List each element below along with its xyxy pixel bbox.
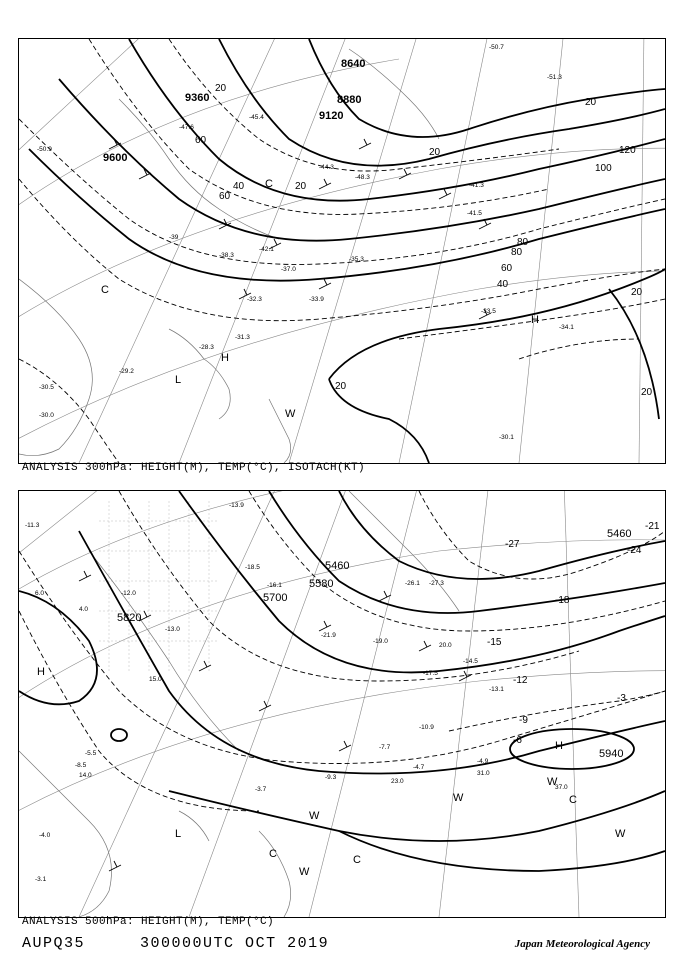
temp-labels — [37, 44, 574, 441]
isotach-label: 40 — [497, 279, 509, 290]
isotach-label: 20 — [215, 83, 227, 94]
hatched-region — [99, 501, 219, 671]
station-value: -14.5 — [463, 658, 478, 665]
center-warm: W — [285, 408, 296, 420]
temp-label: -31.3 — [235, 334, 250, 341]
temp-label: -29.2 — [119, 368, 134, 375]
temp-label: -28.3 — [199, 344, 214, 351]
temp-label: -44.3 — [319, 164, 334, 171]
height-label: 5820 — [117, 612, 142, 624]
height-label: 5700 — [263, 592, 288, 604]
temp-label: -30.5 — [39, 384, 54, 391]
temp-label: -41.3 — [469, 182, 484, 189]
isotherm-label: -15 — [487, 637, 502, 648]
height-label: 5940 — [599, 748, 624, 760]
station-value: -26.1 — [405, 580, 420, 587]
station-value: 23.0 — [391, 778, 404, 785]
map-500hpa — [18, 490, 666, 918]
isotherm-label: -12 — [513, 675, 528, 686]
chart-time: 300000UTC OCT 2019 — [140, 935, 330, 952]
station-value: -11.3 — [25, 522, 40, 529]
center-cold: C — [101, 284, 109, 296]
temp-label: -30.1 — [499, 434, 514, 441]
isotach-label: 120 — [619, 145, 636, 156]
caption-300hpa: ANALYSIS 300hPa: HEIGHT(M), TEMP(°C), ISOTACH(KT) — [22, 462, 366, 474]
station-value: 15.0 — [149, 676, 162, 683]
station-value: -12.0 — [121, 590, 136, 597]
station-value: -5.5 — [85, 750, 97, 757]
height-label: 9600 — [103, 152, 128, 164]
isotach-label: 20 — [295, 181, 307, 192]
temp-label: -50.9 — [37, 146, 52, 153]
station-value: -3.1 — [35, 876, 47, 883]
isotach-labels — [195, 83, 653, 398]
temp-label: -45.4 — [249, 114, 264, 121]
map-300hpa-svg — [19, 39, 665, 463]
station-value: 20.0 — [439, 642, 452, 649]
center-cold: C — [269, 848, 277, 860]
isotherm-label: -9 — [519, 715, 528, 726]
height-label: 8640 — [341, 58, 366, 70]
station-value: -17.5 — [423, 670, 438, 677]
center-warm: W — [453, 792, 464, 804]
isotach-label: 20 — [641, 387, 653, 398]
center-cold: C — [569, 794, 577, 806]
station-value: 37.0 — [555, 784, 568, 791]
temp-label: -30.0 — [39, 412, 54, 419]
temp-label: -35.3 — [349, 256, 364, 263]
isotherm-label: -6 — [513, 735, 522, 746]
isotach-label: 60 — [501, 263, 513, 274]
center-low: L — [175, 828, 182, 840]
center-high: H — [555, 740, 563, 752]
center-cold: C — [265, 178, 273, 190]
graticule — [19, 491, 665, 917]
isotach-label: 20 — [585, 97, 597, 108]
station-value: 14.0 — [79, 772, 92, 779]
center-low: L — [175, 374, 182, 386]
height-contours — [19, 491, 665, 871]
isotach-label: 20 — [429, 147, 441, 158]
station-value: 4.0 — [79, 606, 89, 613]
temp-label: -47.6 — [179, 124, 194, 131]
station-value: -18.5 — [245, 564, 260, 571]
station-value: -13.9 — [229, 502, 244, 509]
isotach-label: 60 — [195, 135, 207, 146]
station-value: -27.3 — [429, 580, 444, 587]
height-label: 5460 — [325, 560, 350, 572]
isotach-label: 80 — [511, 247, 523, 258]
temp-label: -32.3 — [247, 296, 262, 303]
center-high: H — [37, 666, 45, 678]
station-value: -13.1 — [489, 686, 504, 693]
temp-label: -38.3 — [219, 252, 234, 259]
height-label: 9360 — [185, 92, 210, 104]
temp-label: -50.7 — [489, 44, 504, 51]
temp-label: -48.3 — [355, 174, 370, 181]
temp-label: -51.3 — [547, 74, 562, 81]
center-warm: W — [615, 828, 626, 840]
station-value: -4.9 — [477, 758, 489, 765]
station-values — [25, 502, 568, 883]
station-value: -4.7 — [413, 764, 425, 771]
height-label: 9120 — [319, 110, 344, 122]
caption-500hpa: ANALYSIS 500hPa: HEIGHT(M), TEMP(°C) — [22, 916, 275, 928]
center-warm: W — [547, 776, 558, 788]
center-warm: W — [299, 866, 310, 878]
isotach-label: 20 — [631, 287, 643, 298]
center-high: H — [221, 352, 229, 364]
station-value: -4.0 — [39, 832, 51, 839]
station-value: -8.5 — [75, 762, 87, 769]
temp-label: -33.9 — [309, 296, 324, 303]
station-value: 6.0 — [35, 590, 45, 597]
isotach-label: 60 — [219, 191, 231, 202]
temp-label: -39 — [169, 234, 179, 241]
temp-label: -42.1 — [259, 246, 274, 253]
center-cold: C — [353, 854, 361, 866]
isotherm-label: -27 — [505, 539, 520, 550]
map-300hpa — [18, 38, 666, 464]
isotach-label: 100 — [595, 163, 612, 174]
temp-label: -37.0 — [281, 266, 296, 273]
chart-code: AUPQ35 — [22, 935, 86, 952]
station-value: -9.3 — [325, 774, 337, 781]
station-value: -7.7 — [379, 744, 391, 751]
station-value: -19.0 — [373, 638, 388, 645]
temp-label: -41.5 — [467, 210, 482, 217]
temp-label: -33.5 — [481, 308, 496, 315]
isotherm-label: -3 — [617, 693, 626, 704]
isotherm-labels — [487, 521, 660, 746]
chart-code-time — [22, 935, 329, 952]
station-value: -13.0 — [165, 626, 180, 633]
station-value: -3.7 — [255, 786, 267, 793]
isotherm-label: -24 — [627, 545, 642, 556]
isotherm-contours — [19, 491, 665, 811]
center-warm: W — [309, 810, 320, 822]
isotherm-label: -21 — [645, 521, 660, 532]
isotach-label: 40 — [233, 181, 245, 192]
map-500hpa-svg — [19, 491, 665, 917]
isotach-label: 20 — [335, 381, 347, 392]
height-label: 5460 — [607, 528, 632, 540]
center-high: H — [531, 314, 539, 326]
agency-name: Japan Meteorological Agency — [514, 938, 650, 950]
temp-label: -34.1 — [559, 324, 574, 331]
height-label: 8880 — [337, 94, 362, 106]
station-value: -10.9 — [419, 724, 434, 731]
height-label: 5580 — [309, 578, 334, 590]
station-value: 31.0 — [477, 770, 490, 777]
isotach-label: 80 — [517, 237, 529, 248]
isotherm-label: -18 — [555, 595, 570, 606]
station-value: -21.9 — [321, 632, 336, 639]
station-value: -16.1 — [267, 582, 282, 589]
